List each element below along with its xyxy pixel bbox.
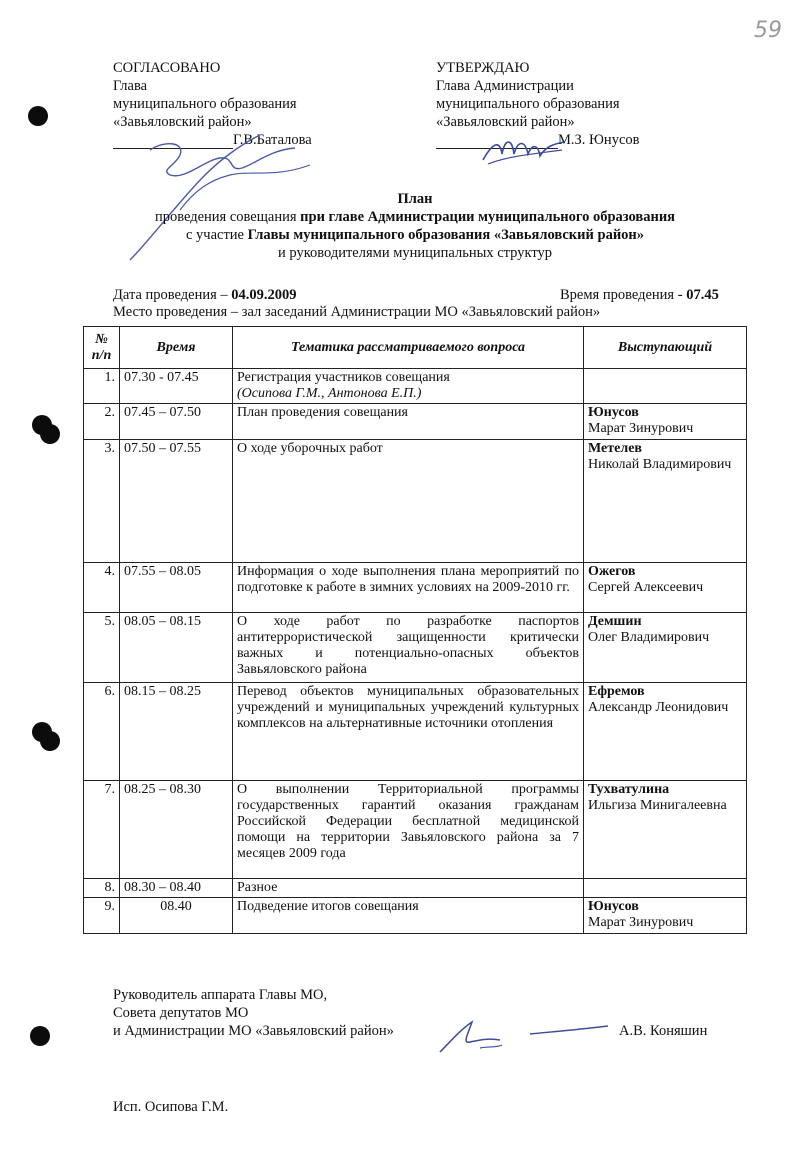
agenda-body (84, 369, 747, 934)
approval-left-heading: СОГЛАСОВАНО (113, 60, 221, 76)
row-speaker (584, 404, 747, 440)
row-number: 2. (84, 404, 120, 440)
row-number: 8. (84, 879, 120, 898)
row-topic (233, 898, 584, 934)
row-speaker (584, 613, 747, 683)
row-speaker (584, 563, 747, 613)
meeting-time-label: Время проведения - (560, 287, 687, 303)
row-topic (233, 781, 584, 879)
speaker-surname: Юнусов (588, 899, 639, 914)
speaker-surname: Демшин (588, 614, 642, 629)
header-topic: Тематика рассматриваемого вопроса (233, 327, 584, 369)
approval-right-signatory: М.З. Юнусов (558, 132, 640, 148)
speaker-surname: Метелев (588, 441, 642, 456)
speaker-surname: Тухватулина (588, 782, 670, 797)
title-line4: и руководителями муниципальных структур (278, 245, 552, 261)
approval-right-heading: УТВЕРЖДАЮ (436, 60, 530, 76)
approval-left-line3: «Завьяловский район» (113, 114, 252, 130)
row-topic-text: План проведения совещания (237, 405, 408, 420)
table-row (84, 613, 747, 683)
row-topic-text: О ходе работ по разработке паспортов антитеррористической защищенности критически важных и потенциально-опасных объектов Завьяловского района (237, 614, 579, 677)
table-row (84, 879, 747, 898)
signature-yunusov (478, 132, 568, 172)
row-time: 07.50 – 07.55 (120, 440, 233, 563)
page-number: 59 (754, 18, 782, 43)
meeting-date (113, 286, 297, 304)
row-speaker (584, 781, 747, 879)
speaker-name: Марат Зинурович (588, 421, 694, 436)
speaker-surname: Ожегов (588, 564, 636, 579)
punch-hole (40, 424, 60, 444)
row-topic (233, 683, 584, 781)
row-number: 5. (84, 613, 120, 683)
title-line2 (110, 208, 720, 226)
row-topic (233, 404, 584, 440)
row-speaker (584, 879, 747, 898)
row-time: 08.25 – 08.30 (120, 781, 233, 879)
row-speaker (584, 369, 747, 404)
footer-block (113, 986, 394, 1040)
header-speaker: Выступающий (584, 327, 747, 369)
title-line2-prefix: проведения совещания (154, 209, 301, 225)
table-row (84, 369, 747, 404)
document-title (110, 190, 720, 262)
speaker-name: Ильгиза Минигалеевна (588, 798, 727, 813)
meeting-date-value: 04.09.2009 (231, 287, 297, 303)
speaker-name: Марат Зинурович (588, 915, 694, 930)
approval-left-line1: Глава (113, 78, 148, 94)
title-line3-bold: Главы муниципального образования «Завьяловский район» (247, 227, 645, 243)
row-topic-text: Регистрация участников совещания (237, 370, 450, 385)
speaker-name: Николай Владимирович (588, 457, 732, 472)
row-number: 9. (84, 898, 120, 934)
signature-konyashin (410, 1012, 610, 1062)
row-time: 07.55 – 08.05 (120, 563, 233, 613)
row-speaker (584, 898, 747, 934)
footer-line1: Руководитель аппарата Главы МО, (113, 987, 328, 1003)
meeting-date-label: Дата проведения – (113, 287, 232, 303)
row-topic-note: (Осипова Г.М., Антонова Е.П.) (237, 386, 422, 401)
approval-left-signatory: Г.В.Баталова (233, 132, 312, 148)
speaker-name: Олег Владимирович (588, 630, 710, 645)
row-topic-text: Подведение итогов совещания (237, 899, 419, 914)
row-number: 1. (84, 369, 120, 404)
table-row (84, 563, 747, 613)
row-topic (233, 879, 584, 898)
row-topic (233, 613, 584, 683)
punch-hole (30, 1026, 50, 1046)
row-time: 07.45 – 07.50 (120, 404, 233, 440)
title-line3 (110, 226, 720, 244)
table-row (84, 781, 747, 879)
row-topic (233, 563, 584, 613)
approval-right-line3: «Завьяловский район» (436, 114, 575, 130)
agenda-table (83, 326, 747, 934)
table-row (84, 404, 747, 440)
title-line3-prefix: с участие (185, 227, 248, 243)
meeting-place: Место проведения – зал заседаний Администрации МО «Завьяловский район» (113, 304, 601, 320)
row-topic (233, 440, 584, 563)
row-number: 6. (84, 683, 120, 781)
speaker-name: Александр Леонидович (588, 700, 729, 715)
row-time: 08.05 – 08.15 (120, 613, 233, 683)
row-topic-text: О выполнении Территориальной программы государственных гарантий оказания гражданам Российской Федерации бесплатной медицинской помощи на территории Завьяловского района за 7 месяцев 2009 года (237, 782, 579, 861)
header-time: Время (120, 327, 233, 369)
footer-line2: Совета депутатов МО (113, 1005, 249, 1021)
punch-hole (40, 731, 60, 751)
row-topic (233, 369, 584, 404)
punch-hole (28, 106, 48, 126)
approval-left-line2: муниципального образования (113, 96, 297, 112)
row-topic-text: Перевод объектов муниципальных образовательных учреждений и муниципальных учреждений культурных комплексов на альтернативные источники отопления (237, 684, 579, 731)
executor: Исп. Осипова Г.М. (113, 1099, 229, 1115)
row-topic-text: Информация о ходе выполнения плана мероприятий по подготовке к работе в зимних условиях на 2009-2010 гг. (237, 564, 579, 595)
footer-line3: и Администрации МО «Завьяловский район» (113, 1023, 394, 1039)
row-time: 07.30 - 07.45 (120, 369, 233, 404)
title-line2-bold: при главе Администрации муниципального образования (300, 209, 676, 225)
meeting-time (560, 286, 719, 304)
row-speaker (584, 440, 747, 563)
row-number: 3. (84, 440, 120, 563)
speaker-surname: Ефремов (588, 684, 645, 699)
row-topic-text: Разное (237, 880, 278, 895)
title-main: План (397, 191, 433, 207)
row-topic-text: О ходе уборочных работ (237, 441, 383, 456)
approval-right-line2: муниципального образования (436, 96, 620, 112)
speaker-name: Сергей Алексеевич (588, 580, 704, 595)
row-speaker (584, 683, 747, 781)
row-number: 7. (84, 781, 120, 879)
row-number: 4. (84, 563, 120, 613)
row-time: 08.40 (120, 898, 233, 934)
meeting-time-value: 07.45 (686, 287, 719, 303)
header-num: № п/п (84, 327, 120, 369)
table-header-row (84, 327, 747, 369)
approval-right-line1: Глава Администрации (436, 78, 574, 94)
speaker-surname: Юнусов (588, 405, 639, 420)
row-time: 08.30 – 08.40 (120, 879, 233, 898)
table-row (84, 898, 747, 934)
footer-signatory: А.В. Коняшин (619, 1023, 708, 1039)
table-row (84, 440, 747, 563)
row-time: 08.15 – 08.25 (120, 683, 233, 781)
table-row (84, 683, 747, 781)
